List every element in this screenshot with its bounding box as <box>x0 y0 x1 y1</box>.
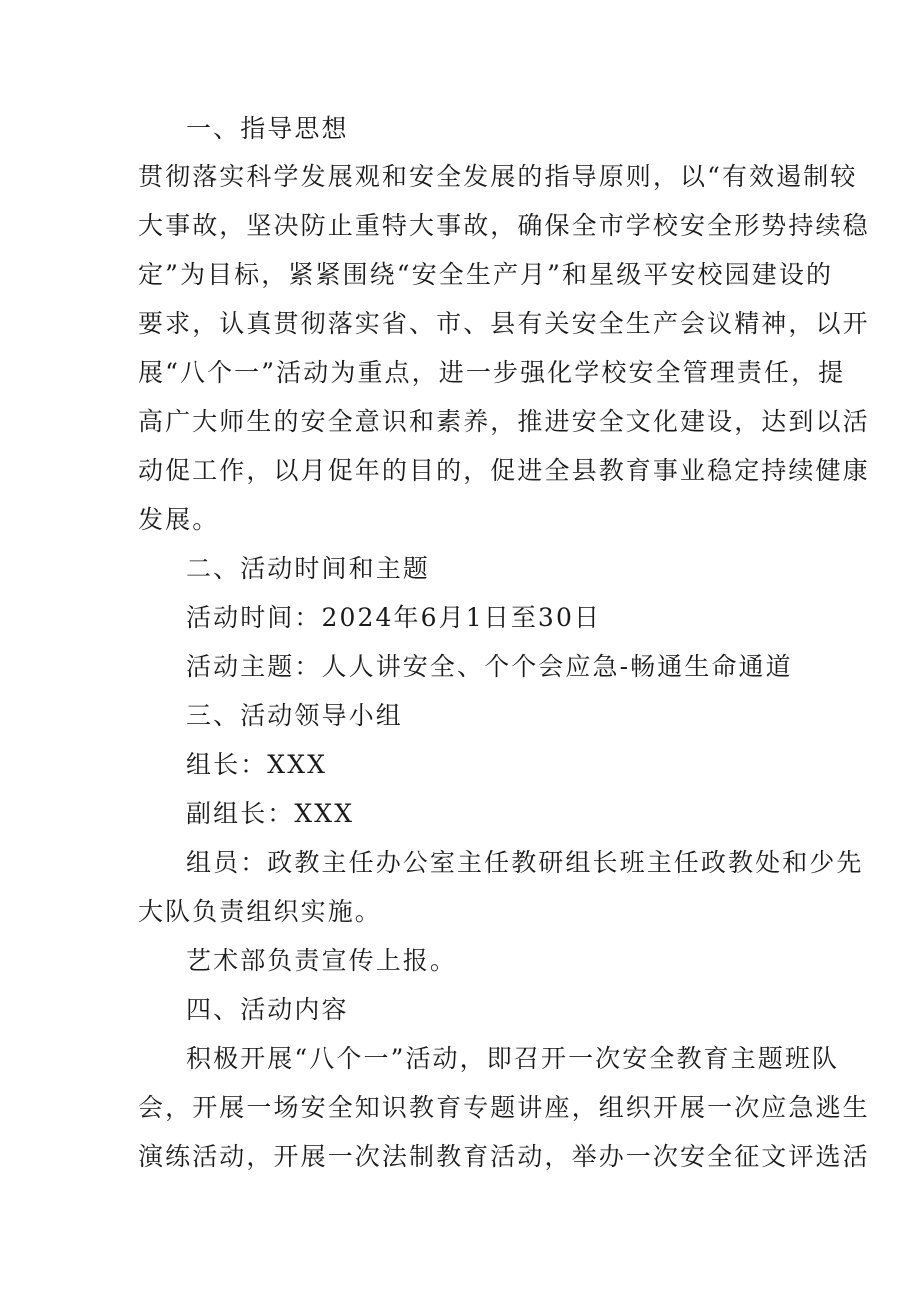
paragraph-line: 演练活动，开展一次法制教育活动，举办一次安全征文评选活 <box>138 1142 870 1171</box>
paragraph-line: 积极开展“八个一”活动，即召开一次安全教育主题班队 <box>186 1044 840 1073</box>
vice-leader-line: 副组长：XXX <box>186 799 355 828</box>
paragraph-line: 组员：政教主任办公室主任教研组长班主任政教处和少先 <box>186 848 864 877</box>
paragraph-line: 展“八个一”活动为重点，进一步强化学校安全管理责任，提 <box>138 358 846 387</box>
paragraph-line: 要求，认真贯彻落实省、市、县有关安全生产会议精神，以开 <box>138 309 870 338</box>
section-heading-time-theme: 二、活动时间和主题 <box>186 554 430 583</box>
paragraph-line: 贯彻落实科学发展观和安全发展的指导原则，以“有效遏制较 <box>138 162 858 191</box>
paragraph-line: 发展。 <box>138 505 220 534</box>
section-heading-guiding-thought: 一、指导思想 <box>186 114 349 143</box>
paragraph-line: 大事故，坚决防止重特大事故，确保全市学校安全形势持续稳 <box>138 211 870 240</box>
section-heading-content: 四、活动内容 <box>186 995 349 1024</box>
paragraph-line: 会，开展一场安全知识教育专题讲座，组织开展一次应急逃生 <box>138 1093 870 1122</box>
paragraph-line: 大队负责组织实施。 <box>138 897 382 926</box>
paragraph-line: 高广大师生的安全意识和素养，推进安全文化建设，达到以活 <box>138 407 870 436</box>
paragraph-line: 定”为目标，紧紧围绕“安全生产月”和星级平安校园建设的 <box>138 260 834 289</box>
paragraph-line: 动促工作，以月促年的目的，促进全县教育事业稳定持续健康 <box>138 456 870 485</box>
leader-line: 组长：XXX <box>186 750 327 779</box>
activity-theme-line: 活动主题：人人讲安全、个个会应急-畅通生命通道 <box>186 652 793 681</box>
art-department-line: 艺术部负责宣传上报。 <box>186 946 458 975</box>
section-heading-leadership: 三、活动领导小组 <box>186 701 403 730</box>
activity-time-line: 活动时间：2024年6月1日至30日 <box>186 603 602 632</box>
